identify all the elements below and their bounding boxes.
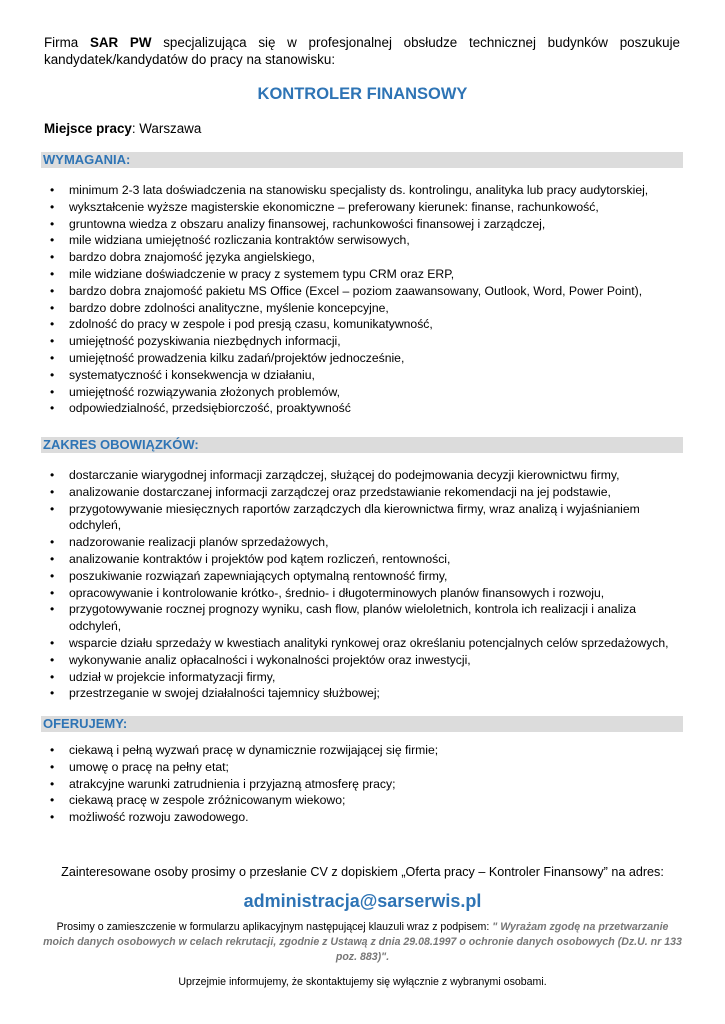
list-item: • umiejętność rozwiązywania złożonych problemów,	[0, 384, 725, 401]
list-item: • przygotowywanie rocznej prognozy wyniku, cash flow, planów wieloletnich, kontrola ich realizacji i analiza odchyleń,	[0, 601, 725, 635]
location-value: : Warszawa	[131, 121, 202, 136]
contact-notice: Uprzejmie informujemy, że skontaktujemy się wyłącznie z wybranymi osobami.	[178, 976, 547, 988]
list-item: • umiejętność pozyskiwania niezbędnych informacji,	[0, 333, 725, 350]
intro-prefix: Firma	[44, 35, 90, 50]
offer-list	[0, 742, 725, 826]
list-item: • przestrzeganie w swojej działalności tajemnicy służbowej;	[0, 685, 725, 702]
list-item: • atrakcyjne warunki zatrudnienia i przyjazną atmosferę pracy;	[0, 776, 725, 793]
list-item: • analizowanie kontraktów i projektów pod kątem rozliczeń, rentowności,	[0, 551, 725, 568]
contact-email-link[interactable]: administracja@sarserwis.pl	[243, 891, 482, 911]
list-item: • ciekawą pracę w zespole zróżnicowanym wiekowo;	[0, 792, 725, 809]
job-location	[44, 121, 201, 136]
consent-text: Prosimy o zamieszczenie w formularzu aplikacyjnym następującej klauzuli wraz z podpisem:	[56, 921, 493, 933]
list-item: • minimum 2-3 lata doświadczenia na stanowisku specjalisty ds. kontrolingu, analityka lub pracy audytorskiej,	[0, 182, 725, 199]
list-item: • wykształcenie wyższe magisterskie ekonomiczne – preferowany kierunek: finanse, rachunkowość,	[0, 199, 725, 216]
list-item: • poszukiwanie rozwiązań zapewniających optymalną rentowność firmy,	[0, 568, 725, 585]
offer-heading: OFERUJEMY:	[41, 716, 683, 732]
list-item: • możliwość rozwoju zawodowego.	[0, 809, 725, 826]
list-item: • opracowywanie i kontrolowanie krótko-, średnio- i długoterminowych planów finansowych i rozwoju,	[0, 585, 725, 602]
list-item: • przygotowywanie miesięcznych raportów zarządczych dla kierownictwa firmy, wraz analizą i wyjaśnianiem odchyleń,	[0, 501, 725, 535]
intro-paragraph	[44, 34, 680, 68]
intro-text: specjalizująca się w profesjonalnej obsłudze technicznej budynków poszukuje kandydatek/kandydatów do pracy na stanowisku:	[44, 35, 680, 67]
list-item: • udział w projekcie informatyzacji firmy,	[0, 669, 725, 686]
job-title: KONTROLER FINANSOWY	[257, 85, 468, 103]
list-item: • systematyczność i konsekwencja w działaniu,	[0, 367, 725, 384]
list-item: • zdolność do pracy w zespole i pod presją czasu, komunikatywność,	[0, 316, 725, 333]
requirements-heading: WYMAGANIA:	[41, 152, 683, 168]
company-name: SAR PW	[89, 35, 152, 50]
location-label: Miejsce pracy	[44, 121, 132, 136]
list-item: • umowę o pracę na pełny etat;	[0, 759, 725, 776]
application-instructions: Zainteresowane osoby prosimy o przesłanie CV z dopiskiem „Oferta pracy – Kontroler Finansowy” na adres:	[61, 865, 664, 879]
requirements-list	[0, 182, 725, 417]
list-item: • umiejętność prowadzenia kilku zadań/projektów jednocześnie,	[0, 350, 725, 367]
consent-clause	[40, 920, 685, 965]
list-item: • wsparcie działu sprzedaży w kwestiach analityki rynkowej oraz określaniu potencjalnych celów sprzedażowych,	[0, 635, 725, 652]
duties-list	[0, 467, 725, 702]
list-item: • mile widziana umiejętność rozliczania kontraktów serwisowych,	[0, 232, 725, 249]
consent-quote: " Wyrażam zgodę na przetwarzanie moich danych osobowych w celach rekrutacji, zgodnie z Ustawą z dnia 29.08.1997 o ochronie danych osobowych (Dz.U. nr 133 poz. 883)".	[43, 921, 682, 963]
list-item: • odpowiedzialność, przedsiębiorczość, proaktywność	[0, 400, 725, 417]
list-item: • bardzo dobra znajomość języka angielskiego,	[0, 249, 725, 266]
list-item: • bardzo dobre zdolności analityczne, myślenie koncepcyjne,	[0, 300, 725, 317]
list-item: • ciekawą i pełną wyzwań pracę w dynamicznie rozwijającej się firmie;	[0, 742, 725, 759]
duties-heading: ZAKRES OBOWIĄZKÓW:	[41, 437, 683, 453]
list-item: • mile widziane doświadczenie w pracy z systemem typu CRM oraz ERP,	[0, 266, 725, 283]
list-item: • gruntowna wiedza z obszaru analizy finansowej, rachunkowości finansowej i zarządczej,	[0, 216, 725, 233]
list-item: • dostarczanie wiarygodnej informacji zarządczej, służącej do podejmowania decyzji kierownictwu firmy,	[0, 467, 725, 484]
list-item: • wykonywanie analiz opłacalności i wykonalności projektów oraz inwestycji,	[0, 652, 725, 669]
list-item: • nadzorowanie realizacji planów sprzedażowych,	[0, 534, 725, 551]
list-item: • bardzo dobra znajomość pakietu MS Office (Excel – poziom zaawansowany, Outlook, Word, Power Point),	[0, 283, 725, 300]
list-item: • analizowanie dostarczanej informacji zarządczej oraz przedstawianie rekomendacji na jej podstawie,	[0, 484, 725, 501]
